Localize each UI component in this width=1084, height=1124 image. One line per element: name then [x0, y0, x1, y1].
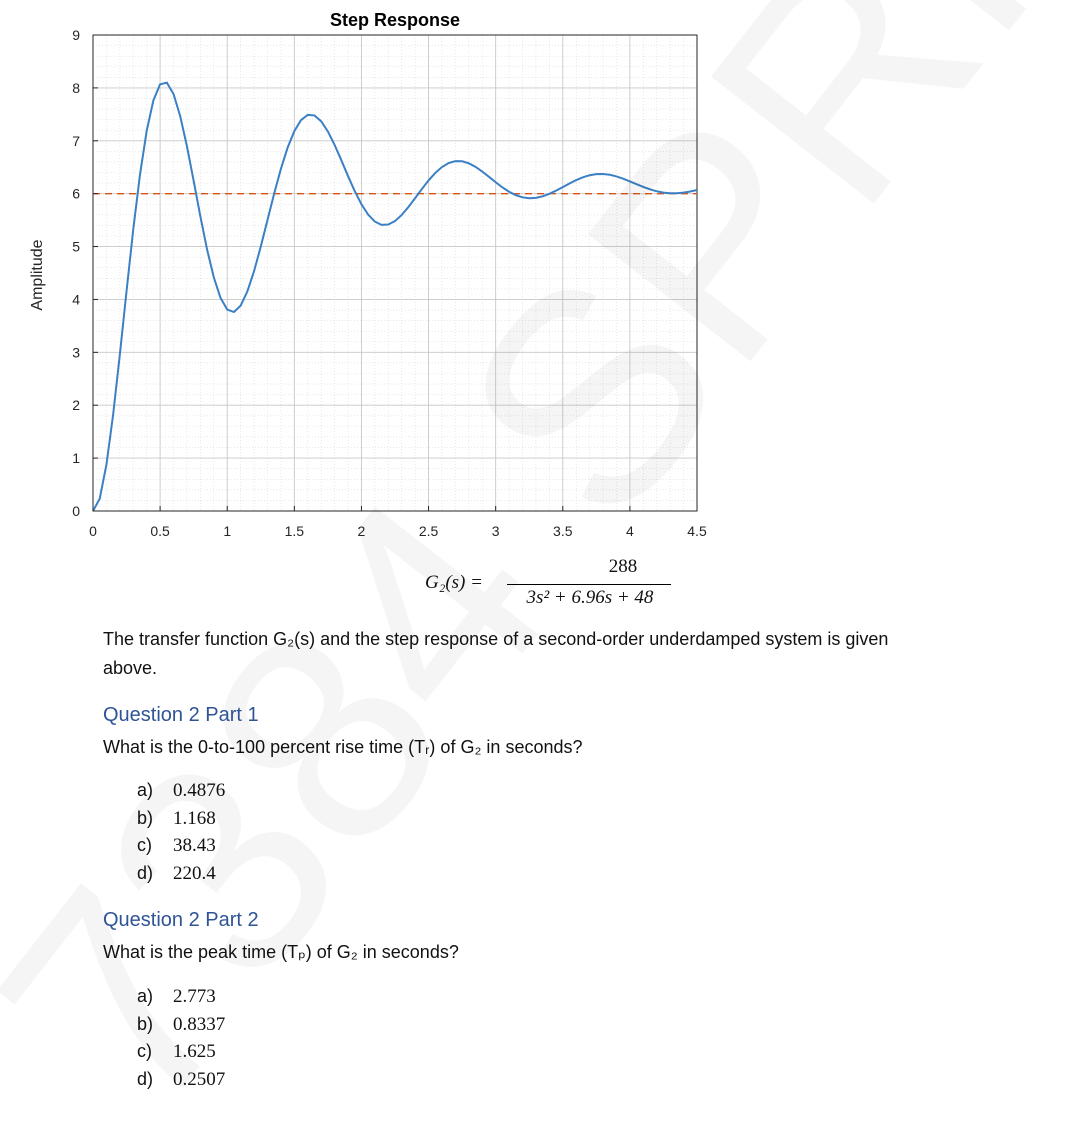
x-tick-label: 3 — [491, 523, 500, 539]
option-value: 0.4876 — [173, 780, 226, 801]
x-tick-label: 1.5 — [284, 523, 305, 539]
y-tick-label: 3 — [72, 344, 80, 361]
y-tick-label: 1 — [72, 450, 80, 467]
major-grid — [93, 35, 697, 511]
option-value: 0.2507 — [173, 1068, 226, 1090]
y-axis-label: Amplitude — [29, 239, 46, 311]
q1-text: What is the 0-to-100 percent rise time (Tᵣ) of G₂ in seconds? — [103, 737, 583, 757]
q1-options — [137, 777, 225, 887]
option-letter: c) — [137, 1041, 152, 1061]
chart-title: Step Response — [329, 10, 461, 30]
fraction-bar — [507, 584, 671, 585]
plot-frame — [93, 35, 697, 511]
option-value: 1.625 — [173, 1041, 216, 1062]
y-axis-ticks — [72, 27, 98, 519]
q1-option-a[interactable] — [137, 777, 225, 805]
x-tick-label: 2 — [357, 523, 366, 539]
x-tick-label: 4 — [625, 523, 634, 539]
x-tick-label: 2.5 — [418, 523, 439, 539]
q2-heading: Question 2 Part 2 — [103, 909, 259, 931]
y-tick-label: 6 — [72, 185, 80, 202]
x-tick-label: 4.5 — [687, 523, 707, 539]
option-value: 1.168 — [173, 807, 216, 829]
y-tick-label: 2 — [72, 397, 80, 414]
minor-grid — [93, 35, 697, 511]
q2-text: What is the peak time (Tₚ) of G₂ in seconds? — [103, 942, 459, 962]
q2-option-b[interactable] — [137, 1011, 225, 1039]
intro-line-2: above. — [103, 658, 158, 678]
x-tick-label: 0 — [89, 523, 97, 539]
option-letter: b) — [137, 807, 154, 828]
equation-lhs: G₂(s) = — [425, 572, 483, 593]
step-response-chart — [0, 0, 720, 545]
option-letter: a) — [137, 780, 154, 800]
q2-option-d[interactable] — [137, 1066, 225, 1094]
x-tick-label: 0.5 — [150, 523, 170, 539]
q2-option-a[interactable] — [137, 983, 225, 1011]
option-value: 0.8337 — [173, 1013, 226, 1035]
y-tick-label: 9 — [72, 27, 80, 43]
option-letter: a) — [137, 986, 154, 1006]
equation-denominator: 3s² + 6.96s + 48 — [526, 587, 654, 608]
option-letter: d) — [137, 1068, 154, 1089]
y-tick-label: 4 — [72, 291, 80, 308]
y-tick-label: 7 — [72, 132, 80, 149]
option-letter: b) — [137, 1013, 154, 1034]
equation-numerator: 288 — [608, 556, 638, 577]
option-letter: d) — [137, 862, 154, 883]
q1-heading: Question 2 Part 1 — [103, 704, 259, 726]
x-tick-label: 1 — [223, 523, 232, 539]
response-curve — [93, 83, 697, 511]
option-value: 38.43 — [173, 835, 216, 856]
y-tick-label: 5 — [72, 238, 80, 255]
intro-paragraph — [103, 625, 888, 683]
q2-option-c[interactable] — [137, 1038, 225, 1066]
q2-options — [137, 983, 225, 1093]
q1-option-d[interactable] — [137, 860, 225, 888]
option-value: 2.773 — [173, 986, 216, 1007]
option-value: 220.4 — [173, 862, 216, 884]
x-tick-label: 3.5 — [553, 523, 573, 539]
q1-option-b[interactable] — [137, 805, 225, 833]
intro-line-1: The transfer function G₂(s) and the step response of a second-order underdamped system is given — [103, 629, 889, 649]
y-tick-label: 0 — [72, 503, 80, 519]
q1-option-c[interactable] — [137, 832, 225, 860]
option-letter: c) — [137, 835, 152, 855]
y-tick-label: 8 — [72, 79, 80, 96]
